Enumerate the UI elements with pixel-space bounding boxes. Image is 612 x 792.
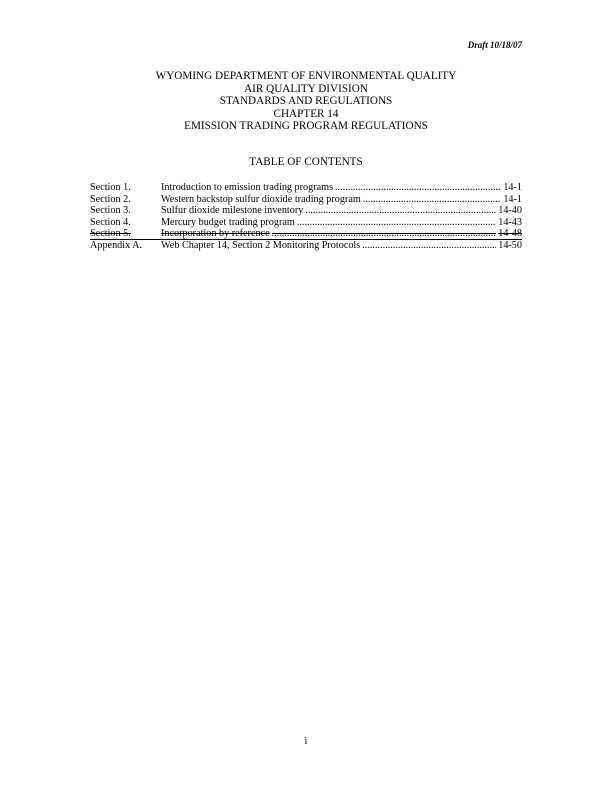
toc-leader-dots <box>363 194 502 206</box>
toc-section-number: Section 2. <box>90 193 131 205</box>
toc-leader-dots <box>305 205 496 217</box>
division-name: AIR QUALITY DIVISION <box>244 82 368 95</box>
toc-leader-dots <box>297 217 496 229</box>
page-number: i <box>304 736 308 747</box>
toc-section-number: Section 1. <box>90 182 131 193</box>
agency-name: WYOMING DEPARTMENT OF ENVIRONMENTAL QUALITY <box>155 70 457 82</box>
toc-section-title: Sulfur dioxide milestone inventory <box>161 205 304 217</box>
toc-page-number: 14-40 <box>498 205 522 217</box>
document-heading <box>0 70 612 133</box>
toc-page-number: 14-43 <box>498 216 522 228</box>
toc-page-number: 14-1 <box>503 193 522 205</box>
toc-page-number: 14-1 <box>503 182 522 193</box>
draft-date-stamp: Draft 10/18/07 <box>467 40 522 50</box>
table-of-contents <box>90 182 522 252</box>
chapter-number: CHAPTER 14 <box>273 107 339 120</box>
toc-title: TABLE OF CONTENTS <box>249 156 363 168</box>
toc-section-title: Incorporation by reference <box>161 228 270 240</box>
toc-entry[interactable] <box>90 205 522 217</box>
toc-section-number: Section 5. <box>90 228 131 240</box>
toc-entry[interactable] <box>90 240 522 252</box>
toc-leader-dots <box>362 240 496 252</box>
toc-section-title: Western backstop sulfur dioxide trading program <box>161 193 361 205</box>
toc-leader-dots <box>335 182 501 194</box>
toc-section-number: Section 4. <box>90 216 131 228</box>
standards-label: STANDARDS AND REGULATIONS <box>219 95 393 107</box>
toc-section-title: Mercury budget trading program <box>161 216 295 228</box>
toc-section-number: Appendix A. <box>90 239 143 251</box>
toc-entry[interactable] <box>90 182 522 194</box>
toc-page-number: 14-48 <box>498 228 522 240</box>
toc-leader-dots <box>272 228 497 240</box>
toc-entry[interactable] <box>90 217 522 229</box>
toc-page-number: 14-50 <box>498 239 522 251</box>
toc-entry[interactable] <box>90 194 522 206</box>
toc-section-title: Web Chapter 14, Section 2 Monitoring Protocols <box>161 239 361 251</box>
chapter-title: EMISSION TRADING PROGRAM REGULATIONS <box>184 120 428 132</box>
toc-entry-struck-through[interactable] <box>90 228 522 240</box>
toc-section-title: Introduction to emission trading programs <box>161 182 334 193</box>
toc-section-number: Section 3. <box>90 205 131 217</box>
